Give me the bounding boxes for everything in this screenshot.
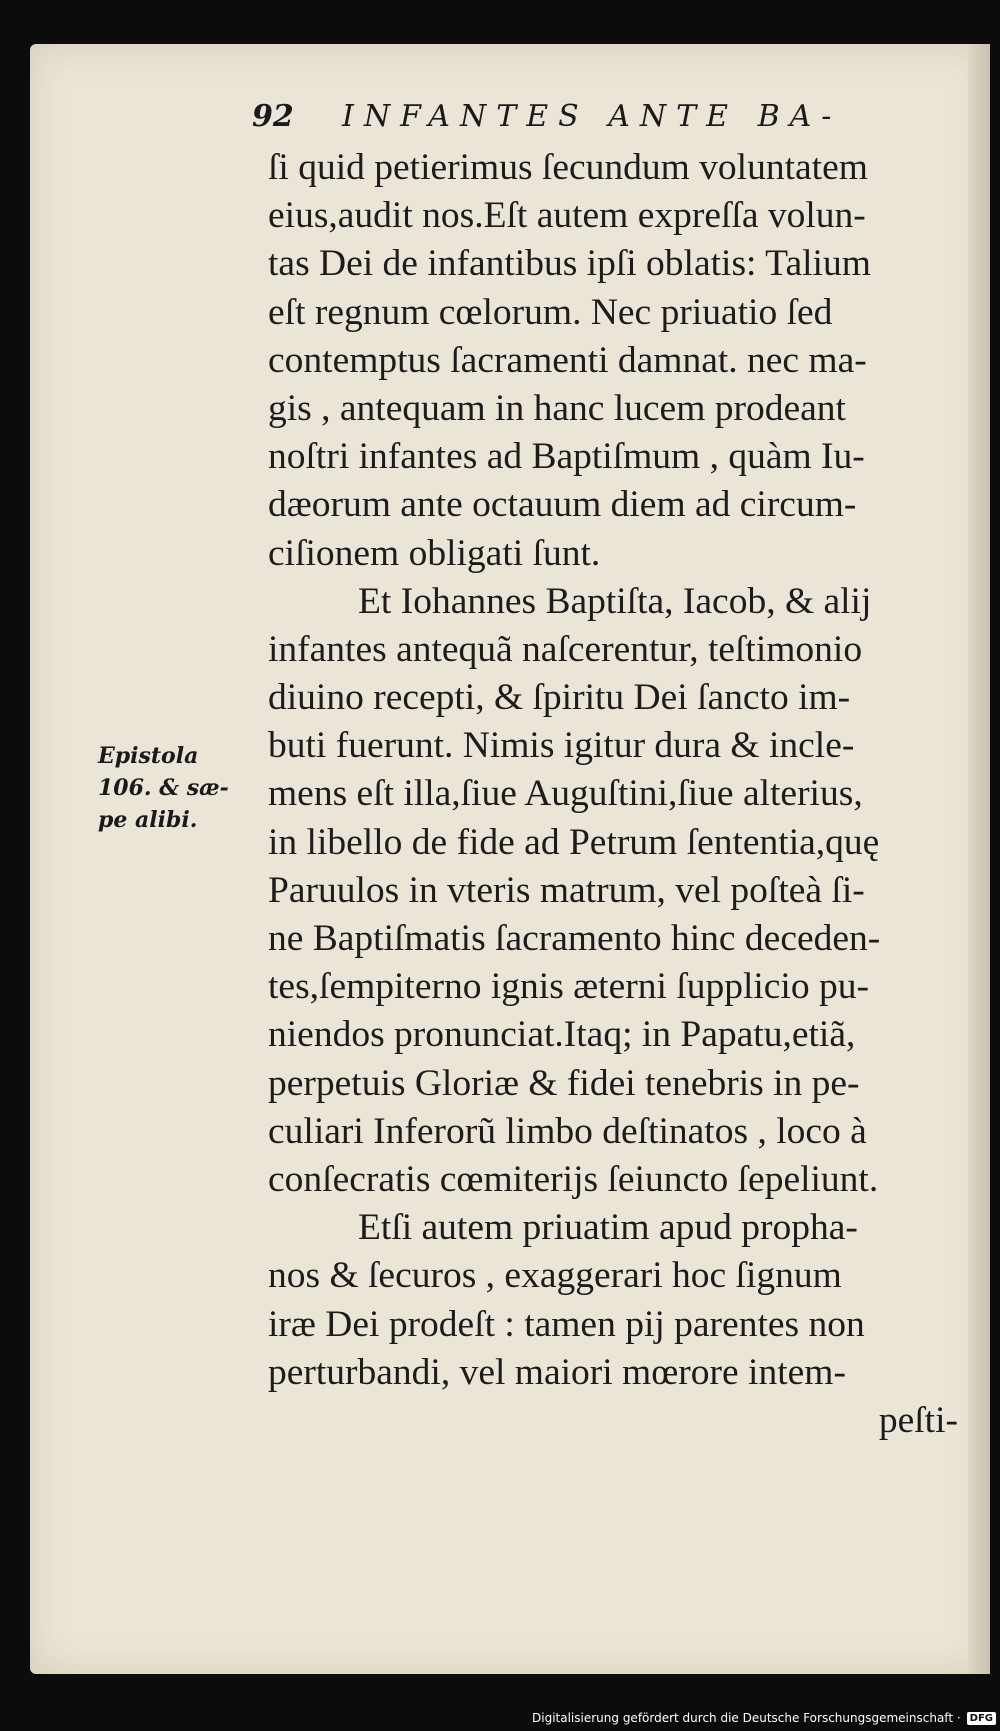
text-line: noſtri infantes ad Baptiſmum , quàm Iu-: [268, 436, 865, 478]
text-line: culiari Inferorũ limbo deſtinatos , loco à: [268, 1110, 867, 1152]
text-line: infantes antequã naſcerentur, teſtimonio: [268, 628, 863, 670]
text-line: in libello de fide ad Petrum ſententia,quę: [268, 821, 880, 863]
text-line: perpetuis Gloriæ & fidei tenebris in pe-: [268, 1062, 860, 1104]
dfg-logo: DFG: [967, 1712, 996, 1725]
text-line: Paruulos in vteris matrum, vel poſteà ſi-: [268, 869, 865, 911]
text-line: Et Iohannes Baptiſta, Iacob, & alij: [358, 580, 872, 622]
catchword: peſti-: [878, 1399, 958, 1441]
page-number: 92: [252, 98, 294, 134]
text-line: nos & ſecuros , exaggerari hoc ſignum: [268, 1255, 842, 1297]
funding-credit-text: Digitalisierung gefördert durch die Deutsche Forschungsgemeinschaft ·: [532, 1711, 961, 1725]
text-line: eſt regnum cœlorum. Nec priuatio ſed: [268, 291, 833, 333]
text-line: tes,ſempiterno ignis æterni ſupplicio pu-: [268, 966, 869, 1008]
margin-note: [98, 740, 258, 836]
text-line: ſi quid petierimus ſecundum voluntatem: [268, 147, 868, 188]
text-line: niendos pronunciat.Itaq; in Papatu,etiã,: [268, 1014, 856, 1056]
text-line: ne Baptiſmatis ſacramento hinc deceden-: [268, 918, 881, 959]
page-edge: [968, 44, 990, 1674]
text-line: ciſionem obligati ſunt.: [268, 532, 601, 574]
text-line: buti fuerunt. Nimis igitur dura & incle-: [268, 725, 855, 767]
text-line: gis , antequam in hanc lucem prodeant: [268, 387, 846, 429]
running-header: [252, 96, 852, 136]
margin-note-line: Epistola: [98, 743, 199, 769]
running-title: INFANTES ANTE BA-: [342, 98, 842, 134]
text-line: mens eſt illa,ſiue Auguſtini,ſiue alterius,: [268, 773, 863, 815]
text-line: contemptus ſacramenti damnat. nec ma-: [268, 339, 867, 381]
text-line: Etſi autem priuatim apud propha-: [358, 1207, 858, 1249]
text-line: iræ Dei prodeſt : tamen pij parentes non: [268, 1303, 865, 1345]
margin-note-line: 106. & sæ-: [98, 775, 229, 801]
text-line: perturbandi, vel maiori mœrore intem-: [268, 1351, 846, 1393]
body-text: [268, 144, 958, 1444]
footer-credit: [532, 1707, 996, 1729]
text-line: tas Dei de infantibus ipſi oblatis: Talium: [268, 243, 871, 285]
text-line: dæorum ante octauum diem ad circum-: [268, 484, 857, 526]
margin-note-line: pe alibi.: [98, 807, 198, 833]
text-line: eius,audit nos.Eſt autem expreſſa volun-: [268, 195, 866, 237]
text-line: diuino recepti, & ſpiritu Dei ſancto im-: [268, 677, 851, 719]
text-line: conſecratis cœmiterijs ſeiuncto ſepeliunt.: [268, 1158, 879, 1200]
